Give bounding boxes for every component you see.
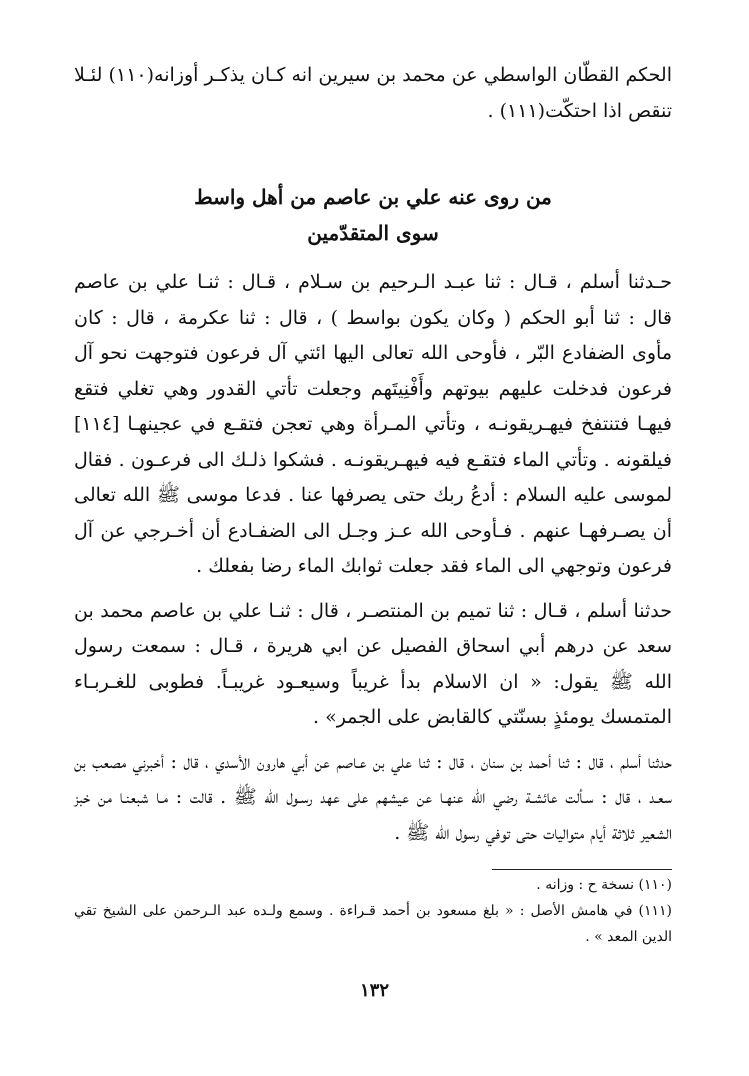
hadith-paragraph-1: حـدثنا أسلم ، قـال : ثنا عبـد الـرحيم بن سـلام ، قـال : ثنـا علي بن عاصم قال : ثنا أبو الحكم ( وكان يكون بواسط ) ، قال : ثنا عكرمة ، قال : كان مأوى الضفادع البّر ، فأوحى الله تعالى اليها ائتي آل فرعون فتوجهت نحو آل فرعون فدخلت عليهم بيوتهم وأَفْنِيتَهم وجعلت تأتي القدور وهي تغلي فتقع فيهـا فتنتفخ فيهـريقونـه ، وتأتي المـرأة وهي تعجن فتقـع في عجينهـا [١١٤] فيلقونه . وتأتي الماء فتقـع فيه فيهـريقونـه . فشكوا ذلـك الى فرعـون . فقال لموسى عليه السلام : أدعُ ربك حتى يصرفها عنا . فدعا موسى ﷺ الله تعالى أن يصـرفهـا عنهم . فـأوحى الله عـز وجـل الى الضفـادع أن أخـرجي عن آل فرعون وتوجهي الى الماء فقد جعلت ثوابك الماء رضا بفعلك . xyxy=(74,271,672,577)
section-heading-line-2: سوى المتقدّمين xyxy=(307,221,439,245)
top-paragraph: الحكم القطّان الواسطي عن محمد بن سيرين انه كـان يذكـر أوزانه(١١٠) لئـلا تنقص اذا احتكّت(١١١) . xyxy=(74,64,672,122)
page-body xyxy=(74,58,672,851)
section-heading-line-1: من روى عنه علي بن عاصم من أهل واسط xyxy=(194,185,552,209)
footnote-110: (١١٠) نسخة ح : وزانه . xyxy=(536,877,672,893)
footnotes xyxy=(74,872,672,950)
page-number: ١٣٢ xyxy=(359,980,389,1001)
hadith-paragraph-3: حدثنا أسلم ، قال : ثنا أحمد بن سنان ، قال : ثنا علي بن عـاصم عن أبي هارون الأسدي ، قال : أخبرني مصعب بن سعـد ، قال : سـألت عائشـة رضي الله عنهـا عن عيشهم على عهد رسـول الله ﷺ . قالت : مـا شبعنـا من خبز الشعير ثلاثة أيام متواليات حتى توفي رسول الله ﷺ . xyxy=(74,750,672,844)
hadith-paragraph-2: حدثنا أسلم ، قـال : ثنا تميم بن المنتصـر ، قال : ثنـا علي بن عاصم محمد بن سعد عن درهم أبي اسحاق الفصيل عن ابي هريرة ، قـال : سمعت رسول الله ﷺ يقول: « ان الاسلام بدأ غريباً وسيعـود غريبـاً. فطوبى للغـربـاء المتمسك يومئذٍ بسنّتي كالقابض على الجمر» . xyxy=(74,599,672,728)
section-heading xyxy=(74,179,672,251)
footnote-111: (١١١) في هامش الأصل : « بلغ مسعود بن أحمد قـراءة . وسمع ولـده عبد الـرحمن على الشيخ تقي الدين المعد » . xyxy=(74,903,672,945)
footnote-separator xyxy=(492,869,672,870)
